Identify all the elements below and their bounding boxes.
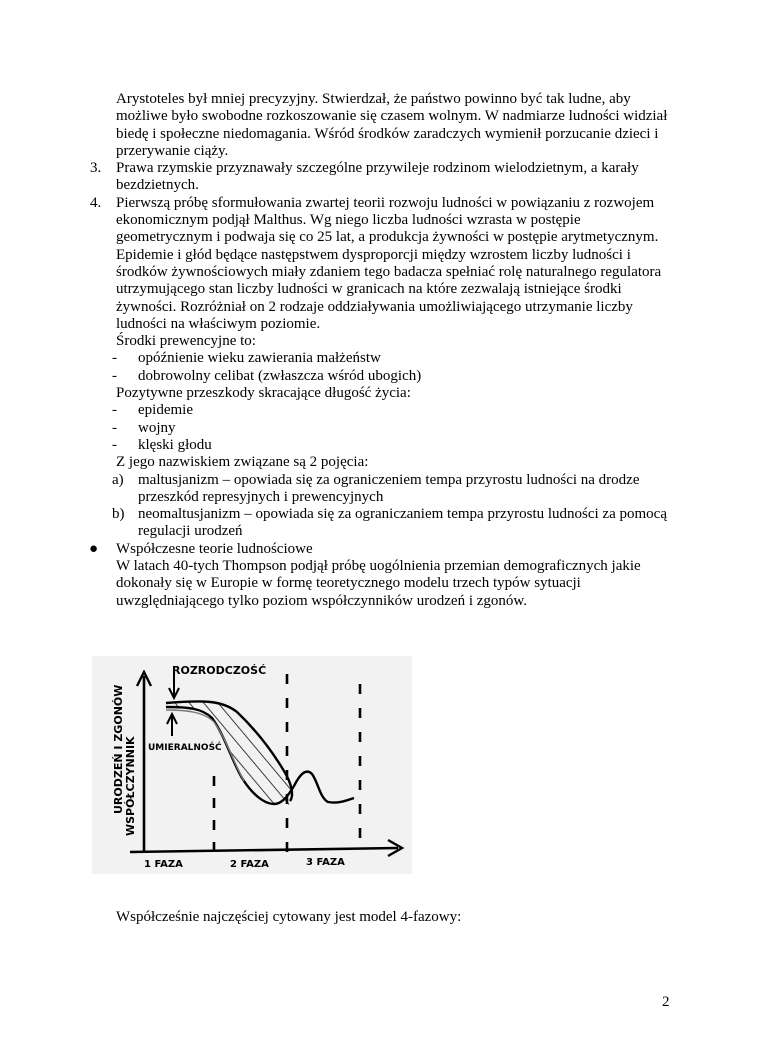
bullet-icon: ● — [89, 540, 99, 557]
list-item: - klęski głodu — [112, 436, 212, 453]
concepts-heading: Z jego nazwiskiem związane są 2 pojęcia: — [116, 454, 369, 471]
demographic-transition-sketch — [92, 656, 412, 874]
phase-3-label: 3 FAZA — [306, 857, 345, 868]
body-text — [89, 91, 676, 610]
concept-a: a) maltusjanizm – opowiada się za ograniczeniem tempa przyrostu ludności na drodze przeszkód represyjnych i prewencyjnych — [112, 471, 640, 505]
paragraph-thompson: W latach 40-tych Thompson podjął próbę uogólnienia przemian demograficznych jakie dokonały się w Europie w formę teoretycznego modelu trzech typów sytuacji uwzględniającego tylko poziom współczynników urodzeń i zgonów. — [116, 558, 641, 609]
y-axis-label-2: URODZEŃ I ZGONÓW — [112, 684, 125, 814]
label-death-rate: UMIERALNOŚĆ — [148, 743, 222, 753]
preventive-heading: Środki prewencyjne to: — [116, 333, 256, 350]
y-axis-label-1: WSPÓŁCZYNNIK — [124, 736, 137, 836]
list-item: - epidemie — [112, 402, 193, 419]
label-birth-rate: ROZRODCZOŚĆ — [172, 664, 267, 677]
list-item-4: 4. Pierwszą próbę sformułowania zwartej teorii rozwoju ludności w powiązaniu z rozwojem ekonomicznym podjął Malthus. Wg niego liczba ludności wzrasta w postępie geometrycznym i podwaja się co 25 lat, a produkcja żywności w postępie arytmetycznym. Epidemie i głód będące następstwem dysproporcji między wzrostem liczby ludności i środków żywnościowych miały zdaniem tego badacza spełniać rolę naturalnego regulatora utrzymującego stan liczby ludności w granicach na które zezwalają istniejące środki żywności. Rozróżniał on 2 rodzaje oddziaływania umożliwiającego utrzymanie liczby ludności na właściwym poziomie. — [90, 194, 662, 332]
positive-heading: Pozytywne przeszkody skracające długość życia: — [116, 385, 411, 402]
paragraph-aristotle: Arystoteles był mniej precyzyjny. Stwierdzał, że państwo powinno być tak ludne, aby możliwe było swobodne rozkoszowanie się czasem wolnym. W nadmiarze ludności widział biedę i społeczne niedomagania. Wśród środków zaradczych wymienił porzucanie dzieci i przerywanie ciąży. — [116, 91, 668, 159]
phase-1-label: 1 FAZA — [144, 859, 183, 870]
list-item: - wojny — [112, 419, 176, 436]
page-number: 2 — [662, 994, 670, 1010]
list-number: 3. — [90, 160, 102, 177]
list-item: - opóźnienie wieku zawierania małżeństw — [112, 350, 381, 367]
phase-2-label: 2 FAZA — [230, 859, 269, 870]
list-item-3: 3. Prawa rzymskie przyznawały szczególne przywileje rodzinom wielodzietnym, a karały bezdzietnych. — [90, 160, 639, 194]
list-number: 4. — [90, 194, 102, 211]
bullet-heading: ● Współczesne teorie ludnościowe — [89, 540, 313, 557]
concept-b: b) neomaltusjanizm – opowiada się za ograniczaniem tempa przyrostu ludności za pomocą regulacji urodzeń — [112, 506, 667, 540]
caption: Współcześnie najczęściej cytowany jest model 4-fazowy: — [116, 909, 462, 925]
list-item: - dobrowolny celibat (zwłaszcza wśród ubogich) — [112, 367, 422, 384]
